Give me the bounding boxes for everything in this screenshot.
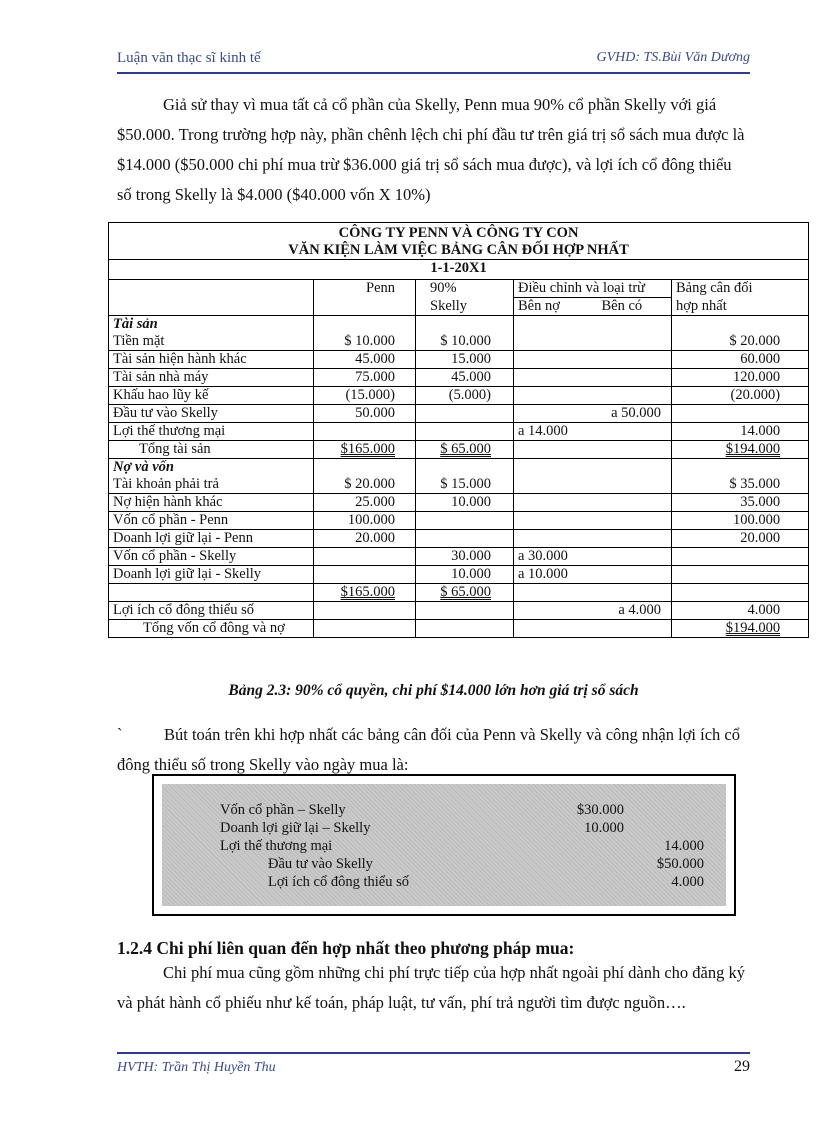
skelly-value: [416, 441, 514, 459]
skelly-value: [416, 512, 514, 530]
double-underlined-total: $194.000: [725, 620, 781, 636]
table-row: [109, 584, 809, 602]
consolidated-value: [672, 441, 809, 459]
journal-debit: 10.000: [584, 820, 624, 836]
col-header-credit: Bên có: [598, 298, 672, 316]
credit-value: [598, 459, 672, 477]
footer-author: HVTH: Trần Thị Huyền Thu: [117, 1060, 276, 1075]
worksheet-body: [109, 316, 809, 638]
debit-value: a 14.000: [514, 423, 598, 441]
penn-value: [314, 620, 416, 638]
row-label: Lợi ích cổ đông thiểu số: [109, 602, 314, 620]
row-label: [109, 584, 314, 602]
penn-value: $ 10.000: [314, 333, 416, 351]
skelly-value: [416, 620, 514, 638]
row-label: Tài sản: [109, 316, 314, 334]
row-label: Tiền mặt: [109, 333, 314, 351]
journal-account: Vốn cổ phần – Skelly: [220, 802, 346, 818]
col-header-skelly-pct: 90%: [416, 280, 514, 298]
journal-line: [162, 874, 726, 892]
consolidated-value: [672, 316, 809, 334]
penn-value: [314, 584, 416, 602]
skelly-value: [416, 405, 514, 423]
debit-value: [514, 441, 598, 459]
table-row: [109, 369, 809, 387]
double-underlined-total: $165.000: [340, 584, 395, 600]
row-label: Tổng vốn cổ đông và nợ: [109, 620, 314, 638]
table-row: [109, 333, 809, 351]
row-label: Tài khoản phải trả: [109, 476, 314, 494]
credit-value: a 4.000: [598, 602, 672, 620]
journal-line: [162, 838, 726, 856]
double-underlined-total: $165.000: [340, 441, 395, 457]
table-row: [109, 387, 809, 405]
debit-value: [514, 316, 598, 334]
skelly-value: [416, 584, 514, 602]
debit-value: [514, 584, 598, 602]
penn-value: 50.000: [314, 405, 416, 423]
row-label: Đầu tư vào Skelly: [109, 405, 314, 423]
col-header-penn: Penn: [314, 280, 416, 298]
credit-value: [598, 369, 672, 387]
debit-value: [514, 333, 598, 351]
paragraph-intro: Giả sử thay vì mua tất cả cổ phần của Skelly, Penn mua 90% cổ phần Skelly với giá $50.000. Trong trường hợp này, phần chênh lệch chi phí đầu tư trên giá trị sổ sách mua được là $14.000 ($50.000 chi phí mua trừ $36.000 giá trị sổ sách mua được), và lợi ích cổ đông thiểu số trong Skelly là $4.000 ($40.000 vốn X 10%): [117, 95, 745, 204]
credit-value: [598, 476, 672, 494]
col-header-debit: Bên nợ: [514, 298, 598, 316]
row-label: Nợ và vốn: [109, 459, 314, 477]
journal-line: [162, 820, 726, 838]
title-line-document: VĂN KIỆN LÀM VIỆC BẢNG CÂN ĐỐI HỢP NHẤT: [288, 242, 629, 258]
consolidated-value: 35.000: [672, 494, 809, 512]
skelly-value: [416, 459, 514, 477]
skelly-value: [416, 602, 514, 620]
page-header: [117, 50, 750, 72]
journal-debit: $30.000: [576, 802, 624, 818]
header-supervisor: GVHD: TS.Bùi Văn Dương: [596, 50, 750, 65]
consolidated-value: [672, 620, 809, 638]
journal-credit: $50.000: [656, 856, 704, 872]
paragraph-acquisition-costs: Chi phí mua cũng gồm những chi phí trực tiếp của hợp nhất ngoài phí dành cho đăng ký và phát hành cổ phiếu như kế toán, pháp luật, tư vấn, phí trả người tìm được nguồn….: [117, 963, 746, 1012]
table-row: [109, 316, 809, 334]
page-footer: [117, 1058, 750, 1080]
table-row: [109, 620, 809, 638]
journal-account: Doanh lợi giữ lại – Skelly: [220, 820, 371, 836]
debit-value: [514, 387, 598, 405]
penn-value: [314, 602, 416, 620]
consolidated-value: 120.000: [672, 369, 809, 387]
row-label: Tổng tài sản: [109, 441, 314, 459]
consolidated-value: 100.000: [672, 512, 809, 530]
table-row: [109, 512, 809, 530]
skelly-value: [416, 530, 514, 548]
table-caption: Bảng 2.3: 90% cổ quyền, chi phí $14.000 lớn hơn giá trị sổ sách: [228, 682, 639, 699]
credit-value: [598, 351, 672, 369]
credit-value: [598, 512, 672, 530]
journal-entry-panel: [162, 784, 726, 906]
consolidated-value: 14.000: [672, 423, 809, 441]
penn-value: [314, 459, 416, 477]
penn-value: [314, 441, 416, 459]
credit-value: [598, 548, 672, 566]
penn-value: 45.000: [314, 351, 416, 369]
credit-value: [598, 566, 672, 584]
row-label: Doanh lợi giữ lại - Penn: [109, 530, 314, 548]
skelly-value: (5.000): [416, 387, 514, 405]
table-row: [109, 351, 809, 369]
table-row: [109, 602, 809, 620]
header-thesis-title: Luận văn thạc sĩ kinh tế: [117, 50, 261, 66]
consolidated-value: (20.000): [672, 387, 809, 405]
credit-value: [598, 333, 672, 351]
title-line-date: 1-1-20X1: [109, 259, 809, 277]
double-underlined-total: $ 65.000: [440, 441, 491, 457]
consolidated-value: [672, 548, 809, 566]
penn-value: [314, 566, 416, 584]
table-row: [109, 566, 809, 584]
row-label: Tài sản hiện hành khác: [109, 351, 314, 369]
penn-value: 75.000: [314, 369, 416, 387]
table-row: [109, 405, 809, 423]
credit-value: [598, 387, 672, 405]
consolidated-value: [672, 405, 809, 423]
consolidated-value: 20.000: [672, 530, 809, 548]
debit-value: [514, 530, 598, 548]
debit-value: a 10.000: [514, 566, 598, 584]
worksheet-table: [108, 222, 809, 638]
row-label: Nợ hiện hành khác: [109, 494, 314, 512]
debit-value: [514, 620, 598, 638]
section-heading: 1.2.4 Chi phí liên quan đến hợp nhất theo phương pháp mua:: [117, 938, 575, 958]
balance-sheet-worksheet: [108, 222, 808, 638]
header-row-1: [109, 280, 809, 298]
journal-line: [162, 802, 726, 820]
skelly-value: 10.000: [416, 566, 514, 584]
debit-value: [514, 369, 598, 387]
credit-value: [598, 316, 672, 334]
skelly-value: 45.000: [416, 369, 514, 387]
debit-value: a 30.000: [514, 548, 598, 566]
consolidated-value: [672, 584, 809, 602]
paragraph-journal-intro-text: Bút toán trên khi hợp nhất các bảng cân đối của Penn và Skelly và công nhận lợi ích cổ đông thiểu số trong Skelly vào ngày mua là:: [117, 725, 741, 774]
penn-value: [314, 316, 416, 334]
consolidated-value: 60.000: [672, 351, 809, 369]
consolidated-value: [672, 566, 809, 584]
consolidated-value: 4.000: [672, 602, 809, 620]
skelly-value: 30.000: [416, 548, 514, 566]
debit-value: [514, 405, 598, 423]
penn-value: 25.000: [314, 494, 416, 512]
consolidated-value: [672, 459, 809, 477]
consolidated-value: $ 35.000: [672, 476, 809, 494]
row-label: Khấu hao lũy kế: [109, 387, 314, 405]
skelly-value: 10.000: [416, 494, 514, 512]
debit-value: [514, 494, 598, 512]
debit-value: [514, 602, 598, 620]
table-row: [109, 459, 809, 477]
title-line-company: CÔNG TY PENN VÀ CÔNG TY CON: [338, 225, 579, 241]
penn-value: 100.000: [314, 512, 416, 530]
row-label: Tài sản nhà máy: [109, 369, 314, 387]
header-row-2: [109, 298, 809, 316]
table-row: [109, 441, 809, 459]
skelly-value: $ 10.000: [416, 333, 514, 351]
journal-line: [162, 856, 726, 874]
journal-account: Lợi thế thương mại: [220, 838, 333, 854]
credit-value: [598, 584, 672, 602]
penn-value: 20.000: [314, 530, 416, 548]
skelly-value: $ 15.000: [416, 476, 514, 494]
col-header-skelly: Skelly: [416, 298, 514, 316]
debit-value: [514, 476, 598, 494]
row-label: Vốn cổ phần - Skelly: [109, 548, 314, 566]
double-underlined-total: $ 65.000: [440, 584, 491, 600]
penn-value: (15.000): [314, 387, 416, 405]
credit-value: [598, 441, 672, 459]
skelly-value: [416, 423, 514, 441]
penn-value: [314, 548, 416, 566]
debit-value: [514, 512, 598, 530]
journal-credit: 4.000: [671, 874, 704, 890]
header-rule: [117, 72, 750, 74]
journal-entry-box: [152, 774, 736, 916]
credit-value: [598, 620, 672, 638]
consolidated-value: $ 20.000: [672, 333, 809, 351]
journal-credit: 14.000: [664, 838, 704, 854]
row-label: Doanh lợi giữ lại - Skelly: [109, 566, 314, 584]
debit-value: [514, 459, 598, 477]
col-header-consolidated-1: Bảng cân đối: [672, 280, 809, 298]
credit-value: [598, 494, 672, 512]
penn-value: [314, 423, 416, 441]
page-number: 29: [734, 1058, 750, 1075]
row-label: Lợi thế thương mại: [109, 423, 314, 441]
credit-value: [598, 530, 672, 548]
table-row: [109, 530, 809, 548]
table-row: [109, 476, 809, 494]
skelly-value: 15.000: [416, 351, 514, 369]
debit-value: [514, 351, 598, 369]
double-underlined-total: $194.000: [725, 441, 781, 457]
footer-rule: [117, 1052, 750, 1054]
credit-value: a 50.000: [598, 405, 672, 423]
paragraph-journal-intro: [117, 720, 750, 780]
skelly-value: [416, 316, 514, 334]
col-header-adjustments: Điều chỉnh và loại trừ: [514, 280, 672, 298]
col-header-consolidated-2: hợp nhất: [672, 298, 809, 316]
stray-tick-mark: `: [117, 725, 123, 744]
row-label: Vốn cổ phần - Penn: [109, 512, 314, 530]
journal-account: Lợi ích cổ đông thiểu số: [268, 874, 409, 890]
table-row: [109, 548, 809, 566]
credit-value: [598, 423, 672, 441]
table-row: [109, 494, 809, 512]
worksheet-title: [109, 223, 809, 280]
penn-value: $ 20.000: [314, 476, 416, 494]
journal-account: Đầu tư vào Skelly: [268, 856, 373, 872]
table-row: [109, 423, 809, 441]
